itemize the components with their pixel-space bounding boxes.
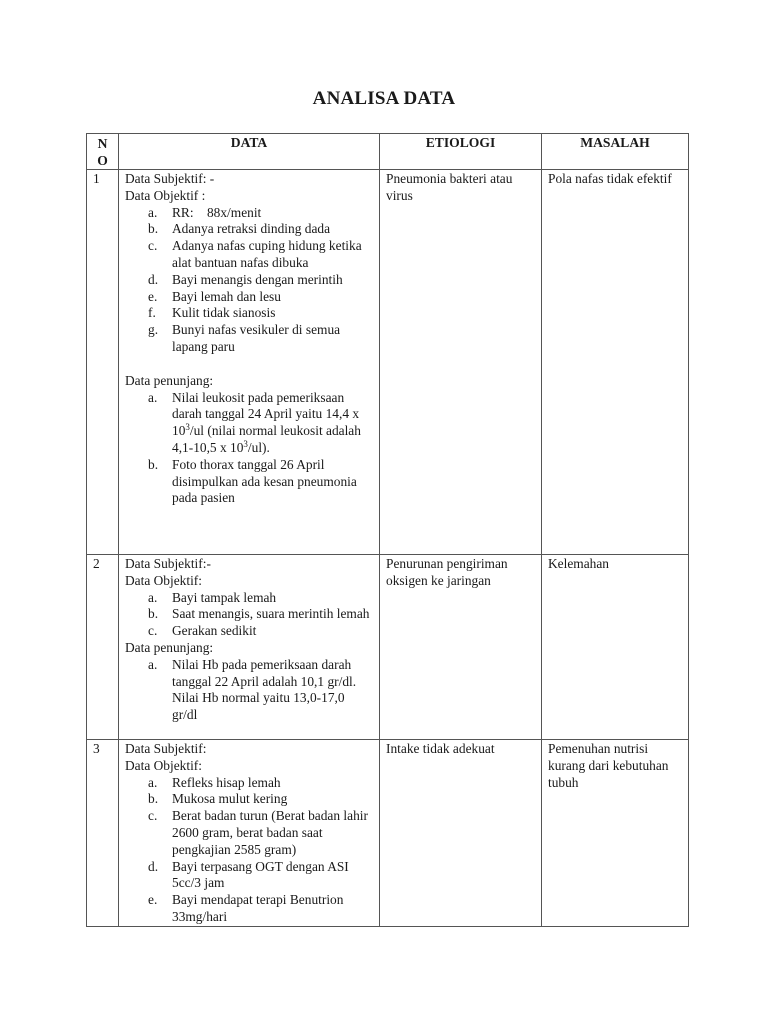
masalah-cell: Pemenuhan nutrisi kurang dari kebutuhan tubuh bbox=[542, 740, 689, 927]
subjektif-text: Data Subjektif: bbox=[125, 741, 207, 756]
data-cell bbox=[119, 170, 380, 555]
row-number: 3 bbox=[87, 740, 119, 927]
header-no-line2: O bbox=[97, 153, 108, 168]
etiologi-cell: Penurunan pengiriman oksigen ke jaringan bbox=[380, 555, 542, 740]
etiologi-cell: Pneumonia bakteri atau virus bbox=[380, 170, 542, 555]
data-cell bbox=[119, 555, 380, 740]
list-item: a. RR: 88x/menit bbox=[148, 204, 262, 220]
etiologi-cell: Intake tidak adekuat bbox=[380, 740, 542, 927]
penunjang-label: Data penunjang: bbox=[125, 639, 214, 655]
list-item: b. Foto thorax tanggal 26 April disimpulkan ada kesan pneumonia pada pasien bbox=[148, 456, 357, 506]
table-header-row bbox=[87, 134, 689, 170]
list-item: b. Mukosa mulut kering bbox=[148, 791, 288, 807]
list-item: c. Berat badan turun (Berat badan lahir 2600 gram, berat badan saat pengkajian 2585 gram) bbox=[148, 808, 368, 857]
spacer bbox=[125, 356, 373, 373]
list-item: d. Bayi menangis dengan merintih bbox=[148, 271, 343, 287]
objektif-label: Data Objektif: bbox=[125, 757, 202, 773]
masalah-cell: Kelemahan bbox=[542, 555, 689, 740]
objektif-list bbox=[125, 205, 373, 356]
page-title: ANALISA DATA bbox=[312, 88, 456, 109]
table-row bbox=[87, 170, 689, 555]
header-no-line1: N bbox=[97, 136, 108, 151]
list-item: c. Gerakan sedikit bbox=[148, 623, 257, 639]
penunjang-label: Data penunjang: bbox=[125, 372, 214, 388]
list-item: e. Bayi mendapat terapi Benutrion 33mg/hari bbox=[148, 892, 344, 924]
list-item: a. Nilai Hb pada pemeriksaan darah tanggal 22 April adalah 10,1 gr/dl. Nilai Hb normal yaitu 13,0-17,0 gr/dl bbox=[148, 656, 357, 723]
list-item: g. Bunyi nafas vesikuler di semua lapang paru bbox=[148, 322, 341, 354]
table-row bbox=[87, 555, 689, 740]
subjektif-text: Data Subjektif:- bbox=[125, 556, 211, 571]
objektif-list bbox=[125, 775, 373, 926]
objektif-label: Data Objektif : bbox=[125, 187, 206, 203]
list-item: c. Adanya nafas cuping hidung ketika alat bantuan nafas dibuka bbox=[148, 238, 362, 270]
list-item: d. Bayi terpasang OGT dengan ASI 5cc/3 jam bbox=[148, 858, 349, 891]
list-item: f. Kulit tidak sianosis bbox=[148, 305, 276, 321]
list-item: a. Nilai leukosit pada pemeriksaan darah tanggal 24 April yaitu 14,4 x $10^3/ul$ (nilai normal leukosit adalah 4,1-10,5 x $10^3/ul$). bbox=[148, 389, 361, 455]
list-item: a. Refleks hisap lemah bbox=[148, 774, 281, 790]
objektif-label: Data Objektif: bbox=[125, 572, 202, 588]
list-item: a. Bayi tampak lemah bbox=[148, 589, 277, 605]
list-item: b. Saat menangis, suara merintih lemah bbox=[148, 606, 370, 622]
row-number: 2 bbox=[87, 555, 119, 740]
objektif-list bbox=[125, 590, 373, 640]
header-etiologi: ETIOLOGI bbox=[380, 134, 542, 170]
header-data: DATA bbox=[119, 134, 380, 170]
table-row bbox=[87, 740, 689, 927]
penunjang-list bbox=[125, 657, 373, 724]
analysis-table bbox=[86, 133, 689, 927]
list-item: e. Bayi lemah dan lesu bbox=[148, 288, 281, 304]
list-item: b. Adanya retraksi dinding dada bbox=[148, 221, 331, 237]
header-no bbox=[87, 134, 119, 170]
subjektif-text: Data Subjektif: - bbox=[125, 171, 215, 186]
masalah-cell: Pola nafas tidak efektif bbox=[542, 170, 689, 555]
row-number: 1 bbox=[87, 170, 119, 555]
data-cell bbox=[119, 740, 380, 927]
penunjang-list bbox=[125, 390, 373, 508]
header-masalah: MASALAH bbox=[542, 134, 689, 170]
